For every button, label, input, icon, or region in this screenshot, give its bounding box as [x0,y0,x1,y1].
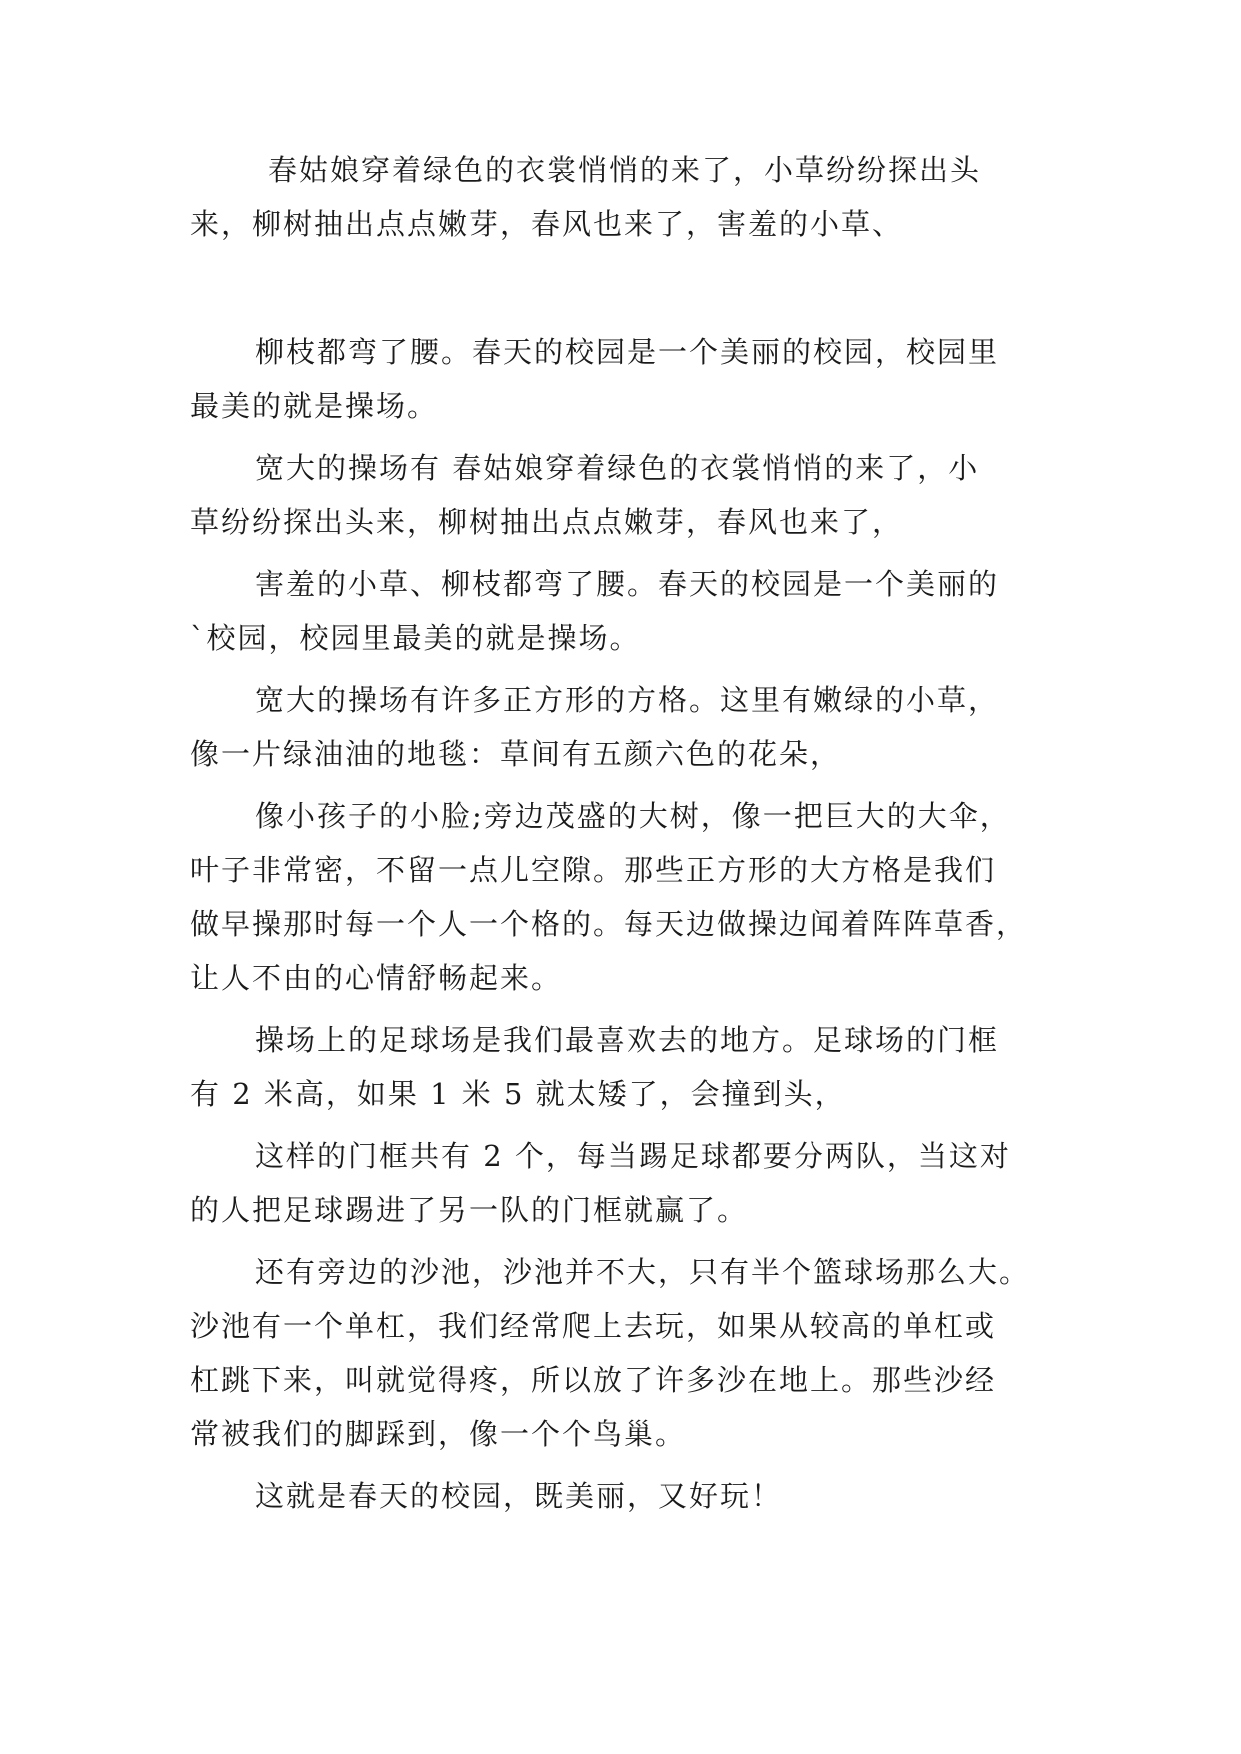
text-line-3: 柳枝都弯了腰。春天的校园是一个美丽的校园，校园里 [255,335,1000,369]
text-line-7: 害羞的小草、柳枝都弯了腰。春天的校园是一个美丽的 [255,567,1000,601]
text-line-8: `校园，校园里最美的就是操场。 [190,621,641,655]
text-line-12: 叶子非常密，不留一点儿空隙。那些正方形的大方格是我们 [190,853,997,887]
text-line-9: 宽大的操场有许多正方形的方格。这里有嫩绿的小草， [255,683,1000,717]
text-line-17: 这样的门框共有 2 个，每当踢足球都要分两队，当这对 [255,1139,1011,1173]
text-line-19: 还有旁边的沙池，沙池并不大，只有半个篮球场那么大。 [255,1255,1031,1289]
text-line-18: 的人把足球踢进了另一队的门框就赢了。 [190,1193,749,1227]
text-line-22: 常被我们的脚踩到，像一个个鸟巢。 [190,1417,687,1451]
text-line-23: 这就是春天的校园，既美丽，又好玩！ [255,1479,783,1513]
text-line-20: 沙池有一个单杠，我们经常爬上去玩，如果从较高的单杠或 [190,1309,997,1343]
text-line-1: 春姑娘穿着绿色的衣裳悄悄的来了，小草纷纷探出头 [268,153,982,187]
text-line-13: 做早操那时每一个人一个格的。每天边做操边闻着阵阵草香， [190,907,1028,941]
text-line-10: 像一片绿油油的地毯：草间有五颜六色的花朵， [190,737,842,771]
text-line-6: 草纷纷探出头来，柳树抽出点点嫩芽，春风也来了， [190,505,904,539]
text-line-14: 让人不由的心情舒畅起来。 [190,961,563,995]
text-line-11: 像小孩子的小脸;旁边茂盛的大树，像一把巨大的大伞， [255,799,1011,833]
text-line-2: 来，柳树抽出点点嫩芽，春风也来了，害羞的小草、 [190,207,904,241]
text-line-16: 有 2 米高，如果 1 米 5 就太矮了，会撞到头， [190,1077,846,1111]
text-line-5: 宽大的操场有 春姑娘穿着绿色的衣裳悄悄的来了，小 [255,451,980,485]
text-line-21: 杠跳下来，叫就觉得疼，所以放了许多沙在地上。那些沙经 [190,1363,997,1397]
text-line-15: 操场上的足球场是我们最喜欢去的地方。足球场的门框 [255,1023,1000,1057]
text-line-4: 最美的就是操场。 [190,389,439,423]
